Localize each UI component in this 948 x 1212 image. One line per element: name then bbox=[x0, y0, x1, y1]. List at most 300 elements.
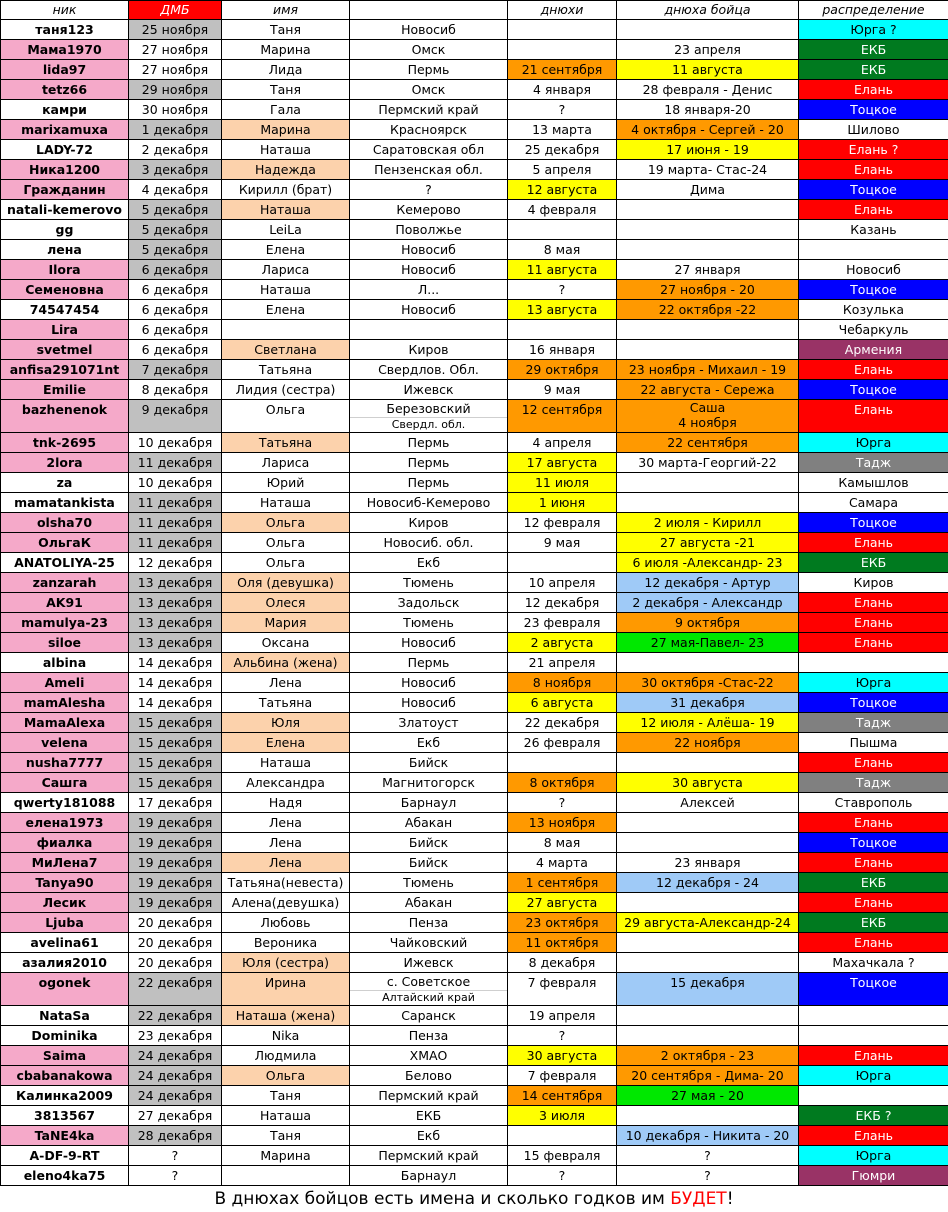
cell-destination bbox=[799, 240, 948, 260]
cell-name: Ольга bbox=[222, 533, 350, 553]
cell-dmb: 9 декабря bbox=[129, 400, 222, 433]
cell-destination: Елань bbox=[799, 533, 948, 553]
cell-city: Тюмень bbox=[350, 613, 508, 633]
cell-nick: таня123 bbox=[1, 20, 129, 40]
cell-city: Тюмень bbox=[350, 873, 508, 893]
cell-city: Пермь bbox=[350, 473, 508, 493]
cell-dmb: 15 декабря bbox=[129, 753, 222, 773]
cell-city: Задольск bbox=[350, 593, 508, 613]
cell-dmb: 11 декабря bbox=[129, 533, 222, 553]
city-line-1: с. Советское bbox=[350, 973, 507, 991]
cell-birthday: 15 февраля bbox=[508, 1146, 617, 1166]
table-row bbox=[1, 513, 948, 533]
cell-nick: Сашга bbox=[1, 773, 129, 793]
cell-dmb: 14 декабря bbox=[129, 673, 222, 693]
table-row bbox=[1, 20, 948, 40]
cell-city: Новосиб. обл. bbox=[350, 533, 508, 553]
cell-birthday: ? bbox=[508, 1166, 617, 1186]
cell-fighter-birthday bbox=[617, 340, 799, 360]
cell-fighter-birthday: 12 июля - Алёша- 19 bbox=[617, 713, 799, 733]
cell-birthday: 25 декабря bbox=[508, 140, 617, 160]
cell-name: Таня bbox=[222, 20, 350, 40]
cell-destination: Елань bbox=[799, 813, 948, 833]
table-row bbox=[1, 973, 948, 1006]
table-row bbox=[1, 1106, 948, 1126]
header-name: имя bbox=[222, 1, 350, 20]
cell-nick: mamAlesha bbox=[1, 693, 129, 713]
cell-birthday: 13 марта bbox=[508, 120, 617, 140]
cell-fighter-birthday: 22 ноября bbox=[617, 733, 799, 753]
cell-birthday: 1 сентября bbox=[508, 873, 617, 893]
cell-name: Юля (сестра) bbox=[222, 953, 350, 973]
cell-destination: Козулька bbox=[799, 300, 948, 320]
cell-destination: Тоцкое bbox=[799, 513, 948, 533]
cell-dmb: 19 декабря bbox=[129, 833, 222, 853]
table-row bbox=[1, 80, 948, 100]
cell-name: LeiLa bbox=[222, 220, 350, 240]
table-row bbox=[1, 360, 948, 380]
cell-fighter-birthday bbox=[617, 653, 799, 673]
cell-destination: Пышма bbox=[799, 733, 948, 753]
cell-birthday: 12 августа bbox=[508, 180, 617, 200]
cell-nick: Ника1200 bbox=[1, 160, 129, 180]
cell-destination: Юрга bbox=[799, 433, 948, 453]
cell-city: Екб bbox=[350, 553, 508, 573]
cell-destination: Тоцкое bbox=[799, 693, 948, 713]
table-row bbox=[1, 793, 948, 813]
cell-city bbox=[350, 320, 508, 340]
cell-birthday: 3 июля bbox=[508, 1106, 617, 1126]
footer-end: ! bbox=[727, 1189, 734, 1209]
cell-birthday bbox=[508, 20, 617, 40]
cell-city: Абакан bbox=[350, 893, 508, 913]
cell-destination: Армения bbox=[799, 340, 948, 360]
cell-name: Оля (девушка) bbox=[222, 573, 350, 593]
cell-nick: eleno4ka75 bbox=[1, 1166, 129, 1186]
cell-dmb: 10 декабря bbox=[129, 433, 222, 453]
cell-birthday: 6 августа bbox=[508, 693, 617, 713]
header-city bbox=[350, 1, 508, 20]
cell-city: Абакан bbox=[350, 813, 508, 833]
cell-nick: NataSa bbox=[1, 1006, 129, 1026]
table-row bbox=[1, 160, 948, 180]
table-row bbox=[1, 733, 948, 753]
header-fighter-birthday: днюха бойца bbox=[617, 1, 799, 20]
cell-nick: LADY-72 bbox=[1, 140, 129, 160]
cell-destination bbox=[799, 1026, 948, 1046]
cell-dmb: 11 декабря bbox=[129, 493, 222, 513]
cell-city: Тюмень bbox=[350, 573, 508, 593]
cell-birthday: ? bbox=[508, 1026, 617, 1046]
cell-city: Ижевск bbox=[350, 953, 508, 973]
cell-name: Лена bbox=[222, 673, 350, 693]
cell-nick: lida97 bbox=[1, 60, 129, 80]
header-nick: ник bbox=[1, 1, 129, 20]
cell-city bbox=[350, 973, 508, 1006]
table-row bbox=[1, 1146, 948, 1166]
cell-name: Юля bbox=[222, 713, 350, 733]
cell-name: Татьяна bbox=[222, 360, 350, 380]
cell-dmb: 15 декабря bbox=[129, 713, 222, 733]
cell-name: Наташа bbox=[222, 493, 350, 513]
cell-name: Таня bbox=[222, 80, 350, 100]
table-row bbox=[1, 813, 948, 833]
cell-name: Елена bbox=[222, 240, 350, 260]
cell-fighter-birthday: 23 января bbox=[617, 853, 799, 873]
table-row bbox=[1, 1026, 948, 1046]
table-row bbox=[1, 473, 948, 493]
cell-name: Таня bbox=[222, 1086, 350, 1106]
cell-nick: svetmel bbox=[1, 340, 129, 360]
cell-destination: Елань bbox=[799, 200, 948, 220]
table-row bbox=[1, 40, 948, 60]
cell-destination: Елань ? bbox=[799, 140, 948, 160]
table-row bbox=[1, 913, 948, 933]
cell-name: Лариса bbox=[222, 260, 350, 280]
table-row bbox=[1, 713, 948, 733]
cell-nick: albina bbox=[1, 653, 129, 673]
cell-dmb: 6 декабря bbox=[129, 260, 222, 280]
cell-nick: Tanya90 bbox=[1, 873, 129, 893]
cell-nick: азалия2010 bbox=[1, 953, 129, 973]
cell-nick: камри bbox=[1, 100, 129, 120]
cell-nick: mamatankista bbox=[1, 493, 129, 513]
cell-dmb: 12 декабря bbox=[129, 553, 222, 573]
cell-nick: Ljuba bbox=[1, 913, 129, 933]
cell-dmb: 13 декабря bbox=[129, 613, 222, 633]
cell-nick: Dominika bbox=[1, 1026, 129, 1046]
cell-name bbox=[222, 320, 350, 340]
table-row bbox=[1, 433, 948, 453]
cell-dmb: 6 декабря bbox=[129, 300, 222, 320]
table-row bbox=[1, 340, 948, 360]
cell-destination: ЕКБ bbox=[799, 873, 948, 893]
city-line-2: Алтайский край bbox=[350, 991, 507, 1005]
cell-city: Пермский край bbox=[350, 1146, 508, 1166]
cell-city: Бийск bbox=[350, 833, 508, 853]
cell-dmb: 27 ноября bbox=[129, 60, 222, 80]
cell-city: Барнаул bbox=[350, 793, 508, 813]
cell-fighter-birthday: 6 июля -Александр- 23 bbox=[617, 553, 799, 573]
cell-birthday: 27 августа bbox=[508, 893, 617, 913]
table-row bbox=[1, 140, 948, 160]
cell-dmb: 6 декабря bbox=[129, 320, 222, 340]
cell-birthday: 23 февраля bbox=[508, 613, 617, 633]
cell-dmb: 24 декабря bbox=[129, 1066, 222, 1086]
cell-name: Марина bbox=[222, 120, 350, 140]
cell-fighter-birthday: 2 октября - 23 bbox=[617, 1046, 799, 1066]
cell-destination: Тоцкое bbox=[799, 280, 948, 300]
cell-nick: AK91 bbox=[1, 593, 129, 613]
cell-birthday: 23 октября bbox=[508, 913, 617, 933]
cell-city: Екб bbox=[350, 1126, 508, 1146]
cell-nick: natali-kemerovo bbox=[1, 200, 129, 220]
cell-fighter-birthday: Алексей bbox=[617, 793, 799, 813]
cell-fighter-birthday bbox=[617, 1106, 799, 1126]
cell-fighter-birthday: 27 мая - 20 bbox=[617, 1086, 799, 1106]
cell-city: Новосиб bbox=[350, 300, 508, 320]
cell-nick: A-DF-9-RT bbox=[1, 1146, 129, 1166]
table-row bbox=[1, 873, 948, 893]
table-row bbox=[1, 1066, 948, 1086]
cell-nick: gg bbox=[1, 220, 129, 240]
cell-birthday: 9 мая bbox=[508, 533, 617, 553]
cell-nick: лена bbox=[1, 240, 129, 260]
cell-fighter-birthday: 12 декабря - 24 bbox=[617, 873, 799, 893]
cell-dmb: 15 декабря bbox=[129, 773, 222, 793]
cell-fighter-birthday: 15 декабря bbox=[617, 973, 799, 1006]
cell-city: Златоуст bbox=[350, 713, 508, 733]
cell-city: Киров bbox=[350, 513, 508, 533]
table-row bbox=[1, 220, 948, 240]
cell-destination: Елань bbox=[799, 933, 948, 953]
cell-city: Пензенская обл. bbox=[350, 160, 508, 180]
cell-destination: Ставрополь bbox=[799, 793, 948, 813]
cell-nick: cbabanakowa bbox=[1, 1066, 129, 1086]
cell-name: Татьяна(невеста) bbox=[222, 873, 350, 893]
city-line-2: Свердл. обл. bbox=[350, 418, 507, 432]
table-row bbox=[1, 553, 948, 573]
cell-destination: ЕКБ bbox=[799, 913, 948, 933]
table-row bbox=[1, 300, 948, 320]
fighter-line-2: 4 ноября bbox=[619, 415, 796, 430]
cell-city: ХМАО bbox=[350, 1046, 508, 1066]
footer-emphasis: БУДЕТ bbox=[670, 1189, 726, 1209]
cell-city: Пермь bbox=[350, 453, 508, 473]
cell-name: Алена(девушка) bbox=[222, 893, 350, 913]
cell-fighter-birthday: 22 октября -22 bbox=[617, 300, 799, 320]
cell-nick: фиалка bbox=[1, 833, 129, 853]
cell-fighter-birthday bbox=[617, 833, 799, 853]
cell-destination: Елань bbox=[799, 893, 948, 913]
cell-dmb: 11 декабря bbox=[129, 453, 222, 473]
table-row bbox=[1, 200, 948, 220]
cell-destination: Юрга bbox=[799, 673, 948, 693]
cell-fighter-birthday: 2 декабря - Александр bbox=[617, 593, 799, 613]
cell-birthday: 26 февраля bbox=[508, 733, 617, 753]
cell-nick: Ilora bbox=[1, 260, 129, 280]
cell-fighter-birthday: 4 октября - Сергей - 20 bbox=[617, 120, 799, 140]
cell-fighter-birthday: 27 августа -21 bbox=[617, 533, 799, 553]
footer-text: В днюхах бойцов есть имена и сколько годков им bbox=[214, 1189, 670, 1209]
cell-nick: olsha70 bbox=[1, 513, 129, 533]
cell-dmb: 5 декабря bbox=[129, 200, 222, 220]
cell-fighter-birthday: 23 ноября - Михаил - 19 bbox=[617, 360, 799, 380]
cell-destination: ЕКБ bbox=[799, 553, 948, 573]
cell-fighter-birthday bbox=[617, 200, 799, 220]
cell-name: Таня bbox=[222, 1126, 350, 1146]
cell-name: Марина bbox=[222, 1146, 350, 1166]
table-row bbox=[1, 493, 948, 513]
cell-city: Пенза bbox=[350, 1026, 508, 1046]
cell-birthday bbox=[508, 220, 617, 240]
table-row bbox=[1, 653, 948, 673]
cell-birthday bbox=[508, 1126, 617, 1146]
cell-city: Омск bbox=[350, 80, 508, 100]
table-row bbox=[1, 1006, 948, 1026]
cell-fighter-birthday bbox=[617, 220, 799, 240]
cell-dmb: 1 декабря bbox=[129, 120, 222, 140]
cell-fighter-birthday: 27 мая-Павел- 23 bbox=[617, 633, 799, 653]
table-row bbox=[1, 613, 948, 633]
cell-birthday: 11 августа bbox=[508, 260, 617, 280]
cell-dmb: 20 декабря bbox=[129, 913, 222, 933]
cell-fighter-birthday: 10 декабря - Никита - 20 bbox=[617, 1126, 799, 1146]
table-row bbox=[1, 240, 948, 260]
cell-city: Пермь bbox=[350, 653, 508, 673]
cell-birthday: 17 августа bbox=[508, 453, 617, 473]
cell-destination: Юрга ? bbox=[799, 20, 948, 40]
cell-nick: zanzarah bbox=[1, 573, 129, 593]
cell-fighter-birthday bbox=[617, 1006, 799, 1026]
cell-nick: ОльгаК bbox=[1, 533, 129, 553]
cell-destination: Елань bbox=[799, 400, 948, 433]
header-birthday: днюхи bbox=[508, 1, 617, 20]
cell-city: Свердлов. Обл. bbox=[350, 360, 508, 380]
table-row bbox=[1, 833, 948, 853]
cell-birthday: 9 мая bbox=[508, 380, 617, 400]
table-row bbox=[1, 693, 948, 713]
cell-nick: ogonek bbox=[1, 973, 129, 1006]
cell-name: Олеся bbox=[222, 593, 350, 613]
cell-city: Пенза bbox=[350, 913, 508, 933]
cell-city bbox=[350, 400, 508, 433]
cell-birthday: 4 апреля bbox=[508, 433, 617, 453]
cell-birthday: 7 февраля bbox=[508, 1066, 617, 1086]
cell-birthday: 10 апреля bbox=[508, 573, 617, 593]
table-row bbox=[1, 773, 948, 793]
cell-fighter-birthday: 27 января bbox=[617, 260, 799, 280]
cell-nick: Лесик bbox=[1, 893, 129, 913]
cell-dmb: 13 декабря bbox=[129, 593, 222, 613]
cell-nick: MamaAlexa bbox=[1, 713, 129, 733]
cell-birthday: ? bbox=[508, 280, 617, 300]
cell-city: Саратовская обл bbox=[350, 140, 508, 160]
table-row bbox=[1, 120, 948, 140]
cell-destination: Тадж bbox=[799, 773, 948, 793]
table-row bbox=[1, 673, 948, 693]
cell-fighter-birthday: 23 апреля bbox=[617, 40, 799, 60]
cell-birthday: 11 июля bbox=[508, 473, 617, 493]
cell-destination: Елань bbox=[799, 633, 948, 653]
cell-dmb: 6 декабря bbox=[129, 280, 222, 300]
cell-fighter-birthday: 31 декабря bbox=[617, 693, 799, 713]
cell-name: Лариса bbox=[222, 453, 350, 473]
table-row bbox=[1, 1086, 948, 1106]
cell-nick: Ameli bbox=[1, 673, 129, 693]
cell-dmb: 25 ноября bbox=[129, 20, 222, 40]
cell-city: Чайковский bbox=[350, 933, 508, 953]
table-row bbox=[1, 573, 948, 593]
cell-nick: Saima bbox=[1, 1046, 129, 1066]
cell-dmb: 2 декабря bbox=[129, 140, 222, 160]
table-row bbox=[1, 953, 948, 973]
cell-destination: Тоцкое bbox=[799, 973, 948, 1006]
cell-birthday: 29 октября bbox=[508, 360, 617, 380]
cell-destination: Киров bbox=[799, 573, 948, 593]
cell-fighter-birthday: 20 сентября - Дима- 20 bbox=[617, 1066, 799, 1086]
cell-dmb: 19 декабря bbox=[129, 893, 222, 913]
cell-city: Красноярск bbox=[350, 120, 508, 140]
cell-city: Ижевск bbox=[350, 380, 508, 400]
cell-destination: Самара bbox=[799, 493, 948, 513]
table-row bbox=[1, 400, 948, 433]
cell-birthday: 4 февраля bbox=[508, 200, 617, 220]
cell-dmb: 27 ноября bbox=[129, 40, 222, 60]
cell-birthday: 2 августа bbox=[508, 633, 617, 653]
cell-dmb: 4 декабря bbox=[129, 180, 222, 200]
cell-birthday bbox=[508, 40, 617, 60]
cell-dmb: 6 декабря bbox=[129, 340, 222, 360]
cell-birthday: 21 апреля bbox=[508, 653, 617, 673]
cell-fighter-birthday: 22 августа - Сережа bbox=[617, 380, 799, 400]
table-row bbox=[1, 1126, 948, 1146]
header-row bbox=[1, 1, 948, 20]
cell-name: Наташа bbox=[222, 140, 350, 160]
table-row bbox=[1, 180, 948, 200]
cell-fighter-birthday: ? bbox=[617, 1146, 799, 1166]
cell-dmb: 19 декабря bbox=[129, 853, 222, 873]
cell-city: Киров bbox=[350, 340, 508, 360]
cell-city: ЕКБ bbox=[350, 1106, 508, 1126]
cell-city: Омск bbox=[350, 40, 508, 60]
cell-dmb: 19 декабря bbox=[129, 813, 222, 833]
header-dmb: ДМБ bbox=[129, 1, 222, 20]
cell-dmb: 8 декабря bbox=[129, 380, 222, 400]
cell-fighter-birthday: 27 ноября - 20 bbox=[617, 280, 799, 300]
cell-nick: Lira bbox=[1, 320, 129, 340]
cell-fighter-birthday: 30 марта-Георгий-22 bbox=[617, 453, 799, 473]
cell-city: Пермский край bbox=[350, 1086, 508, 1106]
cell-destination: Елань bbox=[799, 593, 948, 613]
cell-birthday: 12 февраля bbox=[508, 513, 617, 533]
cell-name: Любовь bbox=[222, 913, 350, 933]
cell-nick: елена1973 bbox=[1, 813, 129, 833]
cell-birthday bbox=[508, 753, 617, 773]
cell-city: Магнитогорск bbox=[350, 773, 508, 793]
cell-fighter-birthday: 19 марта- Стас-24 bbox=[617, 160, 799, 180]
cell-birthday: 8 декабря bbox=[508, 953, 617, 973]
cell-city: Л... bbox=[350, 280, 508, 300]
table-row bbox=[1, 533, 948, 553]
cell-birthday: 8 ноября bbox=[508, 673, 617, 693]
table-row bbox=[1, 633, 948, 653]
cell-city: Новосиб bbox=[350, 693, 508, 713]
cell-destination: Юрга bbox=[799, 1066, 948, 1086]
cell-nick: 3813567 bbox=[1, 1106, 129, 1126]
cell-fighter-birthday: ? bbox=[617, 1166, 799, 1186]
cell-city: Саранск bbox=[350, 1006, 508, 1026]
cell-dmb: 20 декабря bbox=[129, 933, 222, 953]
cell-destination bbox=[799, 1086, 948, 1106]
cell-birthday bbox=[508, 320, 617, 340]
cell-name: Кирилл (брат) bbox=[222, 180, 350, 200]
cell-birthday: 11 октября bbox=[508, 933, 617, 953]
cell-name: Наташа bbox=[222, 1106, 350, 1126]
city-line-1: Березовский bbox=[350, 400, 507, 418]
cell-dmb: 22 декабря bbox=[129, 1006, 222, 1026]
cell-name: Гала bbox=[222, 100, 350, 120]
cell-city: Новосиб bbox=[350, 20, 508, 40]
cell-city: Белово bbox=[350, 1066, 508, 1086]
cell-nick: Калинка2009 bbox=[1, 1086, 129, 1106]
cell-name: Вероника bbox=[222, 933, 350, 953]
table-row bbox=[1, 893, 948, 913]
cell-name: Оксана bbox=[222, 633, 350, 653]
cell-nick: ANATOLIYA-25 bbox=[1, 553, 129, 573]
cell-destination: Елань bbox=[799, 160, 948, 180]
footer-note bbox=[0, 1186, 948, 1212]
